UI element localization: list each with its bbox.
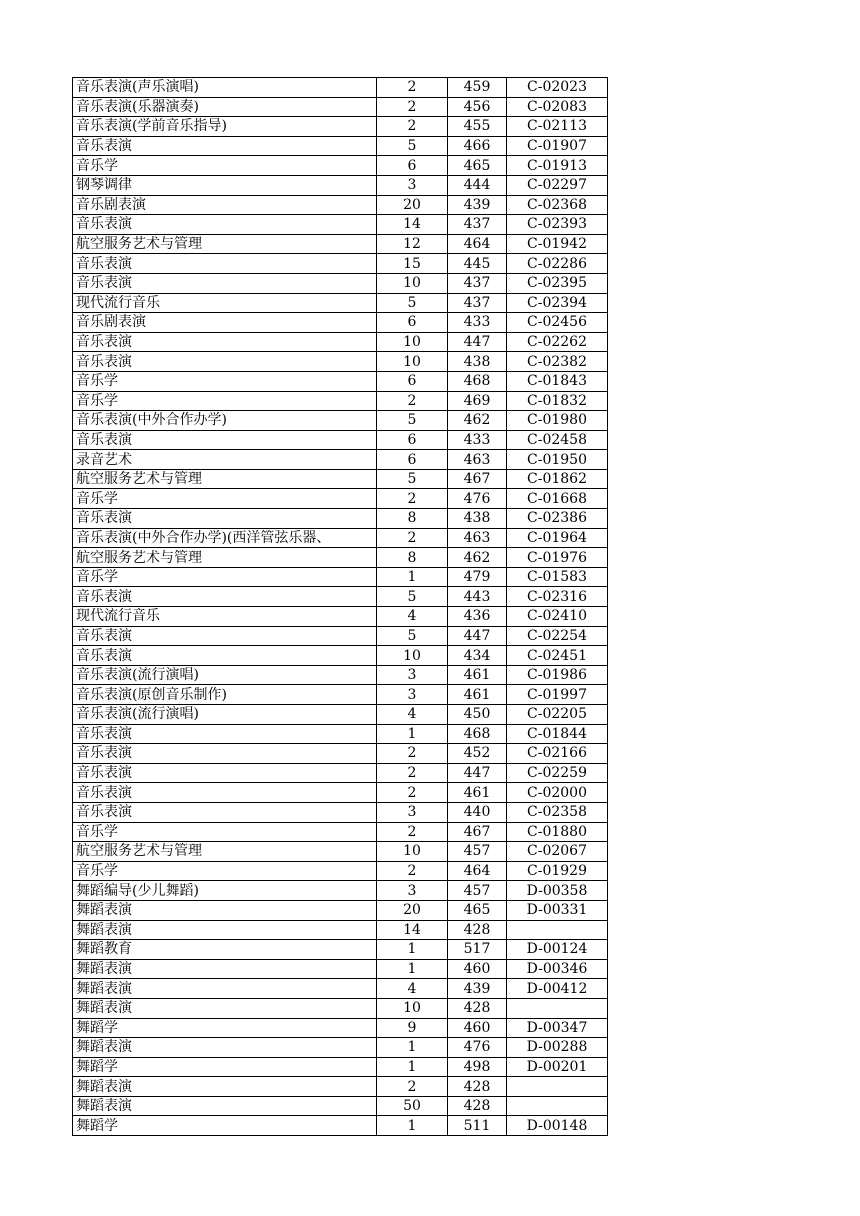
major-cell: 音乐表演 [73,332,377,352]
plan-count-cell: 1 [377,1038,448,1058]
major-cell: 航空服务艺术与管理 [73,469,377,489]
table-row [73,234,608,254]
table-row [73,450,608,470]
plan-count-cell: 3 [377,665,448,685]
plan-count-cell: 6 [377,430,448,450]
code-cell: C-02395 [507,273,608,293]
plan-count-cell: 15 [377,254,448,274]
major-cell: 音乐表演(学前音乐指导) [73,117,377,137]
score-cell: 439 [448,979,507,999]
score-cell: 464 [448,861,507,881]
table-row [73,1096,608,1116]
table-row [73,489,608,509]
code-cell: C-02382 [507,352,608,372]
score-cell: 460 [448,1018,507,1038]
code-cell: D-00331 [507,900,608,920]
major-cell: 音乐表演 [73,254,377,274]
plan-count-cell: 50 [377,1096,448,1116]
plan-count-cell: 10 [377,646,448,666]
major-cell: 舞蹈表演 [73,920,377,940]
major-cell: 音乐表演(流行演唱) [73,705,377,725]
table-row [73,509,608,529]
table-row [73,763,608,783]
score-cell: 476 [448,489,507,509]
table-row [73,744,608,764]
code-cell: C-02023 [507,78,608,98]
score-cell: 498 [448,1057,507,1077]
score-cell: 436 [448,607,507,627]
plan-count-cell: 2 [377,783,448,803]
table-row [73,156,608,176]
code-cell: D-00347 [507,1018,608,1038]
code-cell: C-02451 [507,646,608,666]
code-cell [507,920,608,940]
code-cell [507,998,608,1018]
score-cell: 517 [448,940,507,960]
score-cell: 437 [448,215,507,235]
code-cell: C-02394 [507,293,608,313]
score-cell: 440 [448,802,507,822]
table-row [73,607,608,627]
code-cell: C-02297 [507,175,608,195]
table-row [73,861,608,881]
table-row [73,548,608,568]
code-cell: C-01986 [507,665,608,685]
table-row [73,215,608,235]
code-cell: C-02000 [507,783,608,803]
score-cell: 462 [448,548,507,568]
major-cell: 音乐表演 [73,509,377,529]
table-row [73,1018,608,1038]
table-row [73,783,608,803]
score-cell: 434 [448,646,507,666]
table-row [73,822,608,842]
major-cell: 舞蹈表演 [73,959,377,979]
code-cell [507,1096,608,1116]
table-row [73,724,608,744]
score-cell: 428 [448,998,507,1018]
score-cell: 444 [448,175,507,195]
score-cell: 461 [448,783,507,803]
table-row [73,254,608,274]
plan-count-cell: 1 [377,959,448,979]
table-row [73,900,608,920]
score-cell: 450 [448,705,507,725]
table-row [73,626,608,646]
plan-count-cell: 1 [377,940,448,960]
score-cell: 428 [448,1096,507,1116]
major-cell: 舞蹈学 [73,1116,377,1136]
major-cell: 音乐表演 [73,626,377,646]
table-row [73,528,608,548]
table-row [73,469,608,489]
plan-count-cell: 6 [377,450,448,470]
plan-count-cell: 5 [377,469,448,489]
major-cell: 舞蹈表演 [73,979,377,999]
code-cell: D-00124 [507,940,608,960]
score-cell: 447 [448,626,507,646]
major-cell: 音乐表演(乐器演奏) [73,97,377,117]
plan-count-cell: 8 [377,509,448,529]
plan-count-cell: 4 [377,705,448,725]
table-row [73,842,608,862]
table-row [73,685,608,705]
plan-count-cell: 8 [377,548,448,568]
major-cell: 舞蹈表演 [73,1096,377,1116]
plan-count-cell: 1 [377,1057,448,1077]
code-cell: D-00148 [507,1116,608,1136]
table-row [73,1116,608,1136]
score-cell: 439 [448,195,507,215]
code-cell: C-01942 [507,234,608,254]
score-cell: 452 [448,744,507,764]
plan-count-cell: 2 [377,528,448,548]
major-cell: 音乐表演(流行演唱) [73,665,377,685]
table-row [73,175,608,195]
table-row [73,802,608,822]
plan-count-cell: 14 [377,920,448,940]
score-cell: 468 [448,371,507,391]
plan-count-cell: 10 [377,273,448,293]
code-cell: C-02458 [507,430,608,450]
code-cell: D-00201 [507,1057,608,1077]
table-row [73,332,608,352]
plan-count-cell: 5 [377,136,448,156]
major-cell: 音乐表演 [73,273,377,293]
score-cell: 459 [448,78,507,98]
score-cell: 456 [448,97,507,117]
major-cell: 现代流行音乐 [73,607,377,627]
table-row [73,430,608,450]
table-row [73,705,608,725]
code-cell: C-02386 [507,509,608,529]
major-cell: 钢琴调律 [73,175,377,195]
plan-count-cell: 1 [377,724,448,744]
code-cell: C-01964 [507,528,608,548]
major-cell: 音乐表演(原创音乐制作) [73,685,377,705]
score-cell: 476 [448,1038,507,1058]
major-cell: 舞蹈表演 [73,900,377,920]
table-row [73,1057,608,1077]
code-cell: C-02254 [507,626,608,646]
plan-count-cell: 6 [377,156,448,176]
major-cell: 音乐表演(声乐演唱) [73,78,377,98]
table-row [73,979,608,999]
plan-count-cell: 3 [377,175,448,195]
plan-count-cell: 10 [377,842,448,862]
code-cell: C-01976 [507,548,608,568]
table-body [73,78,608,1136]
code-cell: C-02410 [507,607,608,627]
score-cell: 438 [448,509,507,529]
major-cell: 舞蹈表演 [73,998,377,1018]
major-cell: 音乐学 [73,861,377,881]
major-cell: 现代流行音乐 [73,293,377,313]
score-cell: 463 [448,450,507,470]
score-cell: 467 [448,469,507,489]
table-row [73,1077,608,1097]
table-row [73,97,608,117]
major-cell: 音乐学 [73,822,377,842]
plan-count-cell: 2 [377,822,448,842]
table-row [73,567,608,587]
code-cell [507,1077,608,1097]
code-cell: C-02259 [507,763,608,783]
table-row [73,371,608,391]
code-cell: C-02166 [507,744,608,764]
table-row [73,195,608,215]
plan-count-cell: 1 [377,567,448,587]
table-row [73,117,608,137]
major-cell: 航空服务艺术与管理 [73,842,377,862]
major-cell: 音乐表演(中外合作办学)(西洋管弦乐器、 [73,528,377,548]
major-cell: 音乐表演(中外合作办学) [73,411,377,431]
score-cell: 511 [448,1116,507,1136]
table-row [73,881,608,901]
score-cell: 447 [448,332,507,352]
code-cell: C-01950 [507,450,608,470]
score-cell: 428 [448,920,507,940]
plan-count-cell: 2 [377,489,448,509]
score-cell: 437 [448,293,507,313]
score-cell: 443 [448,587,507,607]
code-cell: D-00358 [507,881,608,901]
table-row [73,587,608,607]
plan-count-cell: 4 [377,979,448,999]
code-cell: C-01668 [507,489,608,509]
code-cell: C-01929 [507,861,608,881]
plan-count-cell: 5 [377,293,448,313]
table-row [73,293,608,313]
major-cell: 音乐学 [73,391,377,411]
score-cell: 461 [448,685,507,705]
score-cell: 462 [448,411,507,431]
score-cell: 479 [448,567,507,587]
table-row [73,273,608,293]
major-cell: 舞蹈表演 [73,1038,377,1058]
code-cell: C-01583 [507,567,608,587]
score-cell: 438 [448,352,507,372]
table-row [73,940,608,960]
score-cell: 437 [448,273,507,293]
plan-count-cell: 2 [377,117,448,137]
score-cell: 445 [448,254,507,274]
score-cell: 457 [448,881,507,901]
score-cell: 457 [448,842,507,862]
plan-count-cell: 14 [377,215,448,235]
table-row [73,78,608,98]
table-row [73,391,608,411]
code-cell: C-02358 [507,802,608,822]
score-cell: 465 [448,156,507,176]
plan-count-cell: 3 [377,802,448,822]
code-cell: C-02316 [507,587,608,607]
code-cell: C-02393 [507,215,608,235]
code-cell: C-02083 [507,97,608,117]
major-cell: 音乐学 [73,371,377,391]
plan-count-cell: 20 [377,195,448,215]
code-cell: D-00412 [507,979,608,999]
major-cell: 舞蹈表演 [73,1077,377,1097]
major-cell: 音乐表演 [73,744,377,764]
score-cell: 447 [448,763,507,783]
plan-count-cell: 10 [377,998,448,1018]
code-cell: C-02113 [507,117,608,137]
plan-count-cell: 2 [377,97,448,117]
code-cell: D-00346 [507,959,608,979]
code-cell: C-01913 [507,156,608,176]
score-cell: 428 [448,1077,507,1097]
score-cell: 469 [448,391,507,411]
code-cell: C-01832 [507,391,608,411]
code-cell: C-01880 [507,822,608,842]
score-cell: 433 [448,313,507,333]
plan-count-cell: 10 [377,352,448,372]
plan-count-cell: 1 [377,1116,448,1136]
major-cell: 音乐表演 [73,783,377,803]
plan-count-cell: 5 [377,411,448,431]
plan-count-cell: 3 [377,881,448,901]
code-cell: C-01980 [507,411,608,431]
plan-count-cell: 9 [377,1018,448,1038]
plan-count-cell: 6 [377,313,448,333]
plan-count-cell: 2 [377,391,448,411]
score-cell: 468 [448,724,507,744]
plan-count-cell: 5 [377,587,448,607]
major-cell: 舞蹈学 [73,1018,377,1038]
plan-count-cell: 3 [377,685,448,705]
major-cell: 音乐剧表演 [73,195,377,215]
plan-count-cell: 6 [377,371,448,391]
score-cell: 465 [448,900,507,920]
table-row [73,411,608,431]
score-cell: 460 [448,959,507,979]
major-cell: 舞蹈编导(少儿舞蹈) [73,881,377,901]
plan-count-cell: 20 [377,900,448,920]
major-cell: 音乐表演 [73,724,377,744]
score-cell: 467 [448,822,507,842]
major-cell: 音乐表演 [73,587,377,607]
table-row [73,646,608,666]
code-cell: C-02205 [507,705,608,725]
score-cell: 466 [448,136,507,156]
major-cell: 音乐表演 [73,136,377,156]
major-cell: 音乐学 [73,156,377,176]
table-row [73,959,608,979]
code-cell: C-01844 [507,724,608,744]
score-cell: 461 [448,665,507,685]
major-cell: 航空服务艺术与管理 [73,234,377,254]
plan-count-cell: 2 [377,861,448,881]
code-cell: C-02456 [507,313,608,333]
major-cell: 航空服务艺术与管理 [73,548,377,568]
table-row [73,136,608,156]
plan-count-cell: 12 [377,234,448,254]
code-cell: C-01843 [507,371,608,391]
plan-count-cell: 2 [377,763,448,783]
table-row [73,1038,608,1058]
major-cell: 音乐剧表演 [73,313,377,333]
table-row [73,313,608,333]
code-cell: C-01907 [507,136,608,156]
major-cell: 音乐表演 [73,430,377,450]
score-cell: 464 [448,234,507,254]
code-cell: C-02368 [507,195,608,215]
major-cell: 舞蹈学 [73,1057,377,1077]
plan-count-cell: 2 [377,78,448,98]
major-cell: 音乐表演 [73,646,377,666]
table-row [73,665,608,685]
major-cell: 音乐表演 [73,763,377,783]
major-cell: 音乐学 [73,489,377,509]
code-cell: C-01997 [507,685,608,705]
table-row [73,352,608,372]
plan-count-cell: 2 [377,1077,448,1097]
admissions-table [72,77,608,1136]
score-cell: 433 [448,430,507,450]
table-row [73,920,608,940]
score-cell: 463 [448,528,507,548]
code-cell: C-02262 [507,332,608,352]
code-cell: D-00288 [507,1038,608,1058]
score-cell: 455 [448,117,507,137]
major-cell: 音乐表演 [73,802,377,822]
plan-count-cell: 2 [377,744,448,764]
major-cell: 舞蹈教育 [73,940,377,960]
major-cell: 音乐表演 [73,352,377,372]
code-cell: C-02286 [507,254,608,274]
plan-count-cell: 5 [377,626,448,646]
major-cell: 音乐表演 [73,215,377,235]
major-cell: 录音艺术 [73,450,377,470]
code-cell: C-02067 [507,842,608,862]
plan-count-cell: 4 [377,607,448,627]
table-row [73,998,608,1018]
major-cell: 音乐学 [73,567,377,587]
code-cell: C-01862 [507,469,608,489]
plan-count-cell: 10 [377,332,448,352]
